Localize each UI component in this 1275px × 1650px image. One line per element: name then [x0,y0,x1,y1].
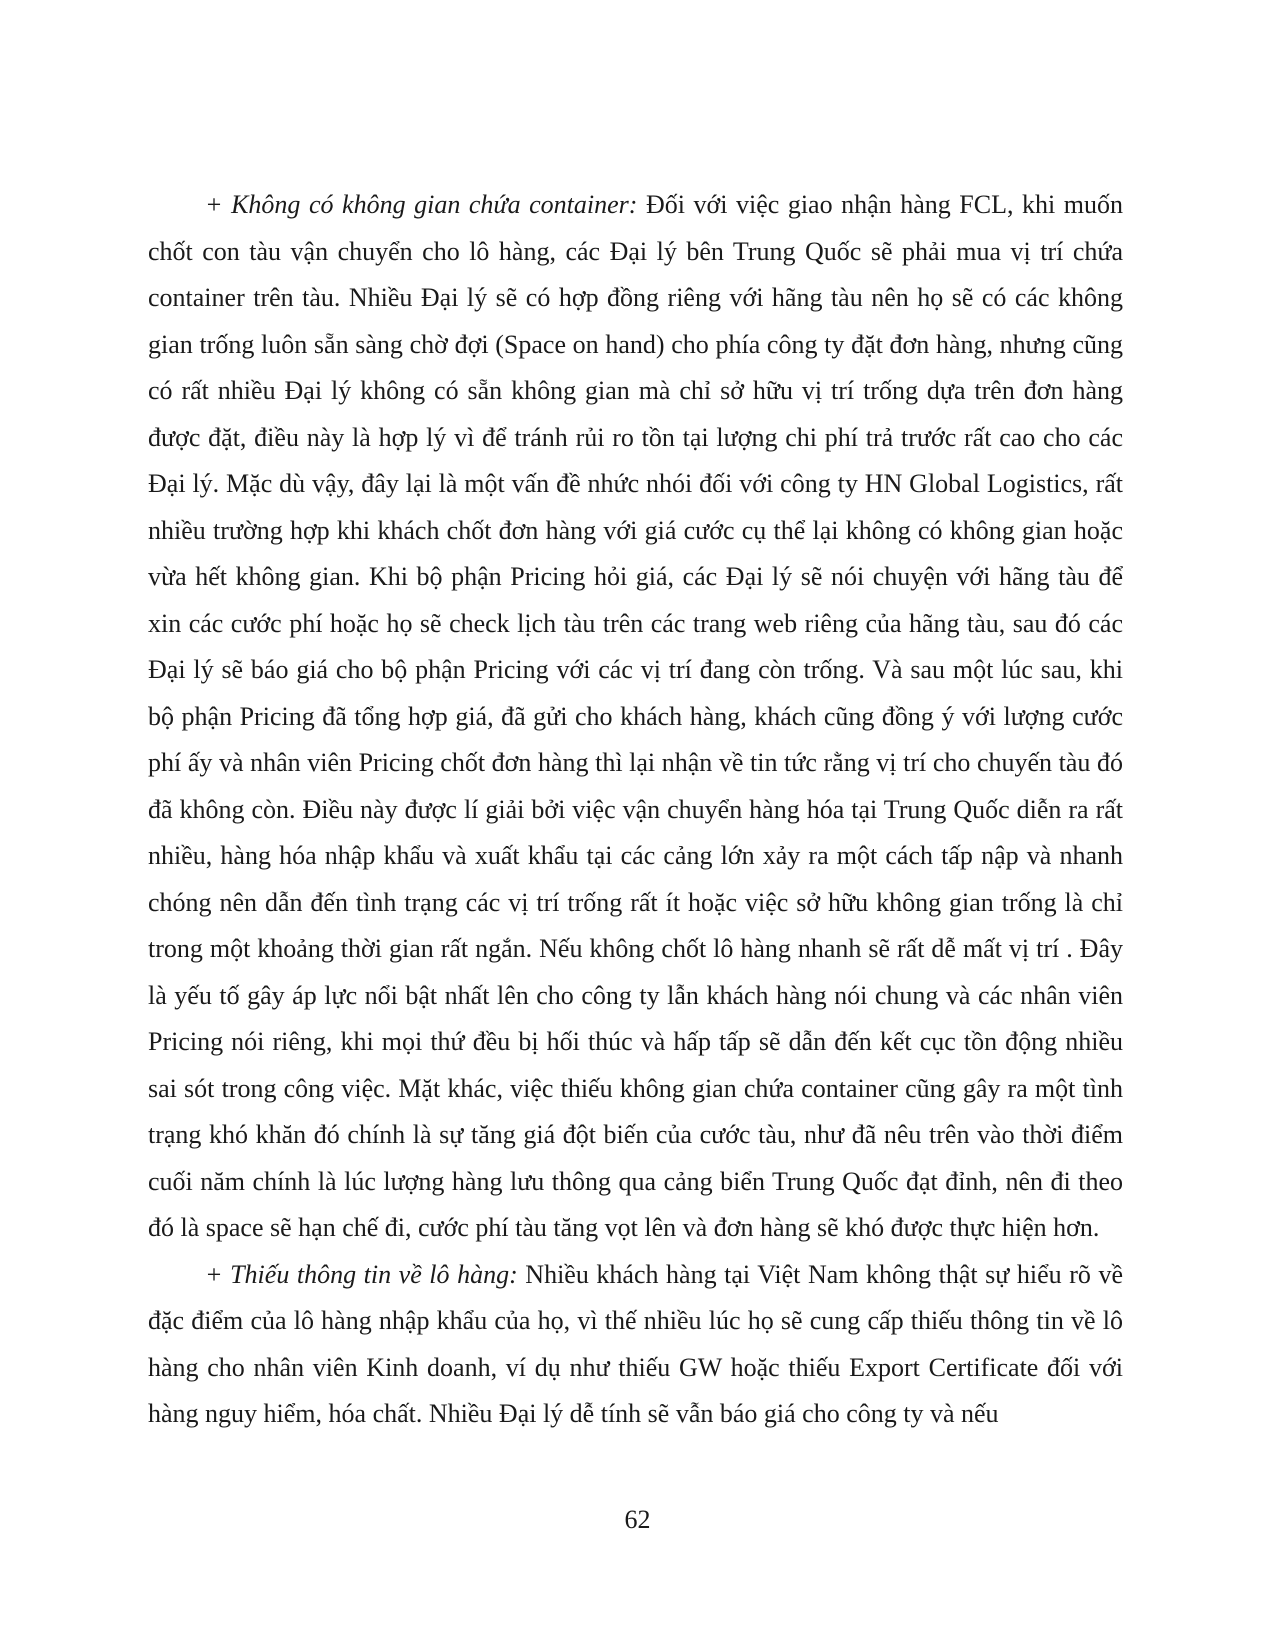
page-number: 62 [624,1505,651,1534]
paragraph-text: Nhiều khách hàng tại Việt Nam không thật sự hiểu rõ về đặc điểm của lô hàng nhập khẩu của họ, vì thế nhiều lúc họ sẽ cung cấp thiếu thông tin về lô hàng cho nhân viên Kinh doanh, ví dụ như thiếu GW hoặc thiếu Export Certificate đối với hàng nguy hiểm, hóa chất. Nhiều Đại lý dễ tính sẽ vẫn báo giá cho công ty và nếu [148,1259,1123,1428]
paragraph-shipment-info [148,1252,1123,1438]
paragraph-container-space [148,182,1123,1252]
document-body [148,182,1123,1438]
paragraph-lead: + Thiếu thông tin về lô hàng: [205,1259,518,1289]
paragraph-text: Đối với việc giao nhận hàng FCL, khi muốn chốt con tàu vận chuyển cho lô hàng, các Đại lý bên Trung Quốc sẽ phải mua vị trí chứa container trên tàu. Nhiều Đại lý sẽ có hợp đồng riêng với hãng tàu nên họ sẽ có các không gian trống luôn sẵn sàng chờ đợi (Space on hand) cho phía công ty đặt đơn hàng, nhưng cũng có rất nhiều Đại lý không có sẵn không gian mà chỉ sở hữu vị trí trống dựa trên đơn hàng được đặt, điều này là hợp lý vì để tránh rủi ro tồn tại lượng chi phí trả trước rất cao cho các Đại lý. Mặc dù vậy, đây lại là một vấn đề nhức nhói đối với công ty HN Global Logistics, rất nhiều trường hợp khi khách chốt đơn hàng với giá cước cụ thể lại không có không gian hoặc vừa hết không gian. Khi bộ phận Pricing hỏi giá, các Đại lý sẽ nói chuyện với hãng tàu để xin các cước phí hoặc họ sẽ check lịch tàu trên các trang web riêng của hãng tàu, sau đó các Đại lý sẽ báo giá cho bộ phận Pricing với các vị trí đang còn trống. Và sau một lúc sau, khi bộ phận Pricing đã tổng hợp giá, đã gửi cho khách hàng, khách cũng đồng ý với lượng cước phí ấy và nhân viên Pricing chốt đơn hàng thì lại nhận về tin tức rằng vị trí cho chuyến tàu đó đã không còn. Điều này được lí giải bởi việc vận chuyển hàng hóa tại Trung Quốc diễn ra rất nhiều, hàng hóa nhập khẩu và xuất khẩu tại các cảng lớn xảy ra một cách tấp nập và nhanh chóng nên dẫn đến tình trạng các vị trí trống rất ít hoặc việc sở hữu không gian trống là chỉ trong một khoảng thời gian rất ngắn. Nếu không chốt lô hàng nhanh sẽ rất dễ mất vị trí . Đây là yếu tố gây áp lực nổi bật nhất lên cho công ty lẫn khách hàng nói chung và các nhân viên Pricing nói riêng, khi mọi thứ đều bị hối thúc và hấp tấp sẽ dẫn đến kết cục tồn động nhiều sai sót trong công việc. Mặt khác, việc thiếu không gian chứa container cũng gây ra một tình trạng khó khăn đó chính là sự tăng giá đột biến của cước tàu, như đã nêu trên vào thời điểm cuối năm chính là lúc lượng hàng lưu thông qua cảng biển Trung Quốc đạt đỉnh, nên đi theo đó là space sẽ hạn chế đi, cước phí tàu tăng vọt lên và đơn hàng sẽ khó được thực hiện hơn. [148,190,1123,1242]
paragraph-lead: + Không có không gian chứa container: [205,190,638,219]
